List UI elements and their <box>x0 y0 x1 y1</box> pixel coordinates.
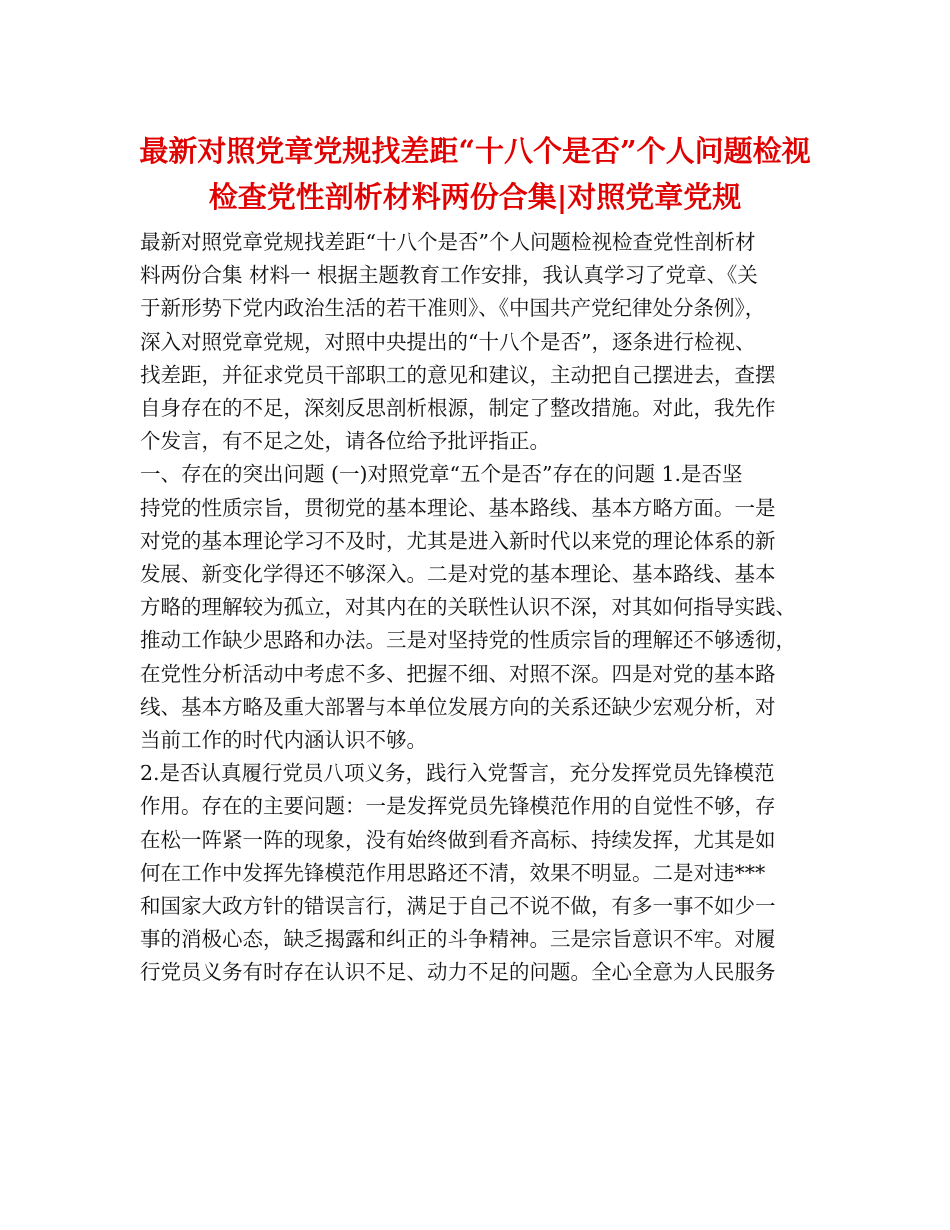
item-2-paragraph <box>140 757 820 989</box>
text-line: 事的消极心态，缺乏揭露和纠正的斗争精神。三是宗旨意识不牢。对履 <box>140 927 776 952</box>
text-line: 自身存在的不足，深刻反思剖析根源，制定了整改措施。对此，我先作 <box>140 396 776 421</box>
title-line: 检查党性剖析材料两份合集|对照党章党规 <box>208 180 742 214</box>
text-line: 行党员义务有时存在认识不足、动力不足的问题。全心全意为人民服务 <box>140 960 776 985</box>
text-line: 在党性分析活动中考虑不多、把握不细、对照不深。四是对党的基本路 <box>140 661 776 686</box>
text-line: 持党的性质宗旨，贯彻党的基本理论、基本路线、基本方略方面。一是 <box>140 495 776 520</box>
text-line: 最新对照党章党规找差距“十八个是否”个人问题检视检查党性剖析材 <box>140 230 756 254</box>
text-line: 料两份合集 材料一 根据主题教育工作安排，我认真学习了党章、《关 <box>140 263 758 288</box>
text-line: 何在工作中发挥先锋模范作用思路还不清，效果不明显。二是对违*** <box>140 860 766 885</box>
text-line: 线、基本方略及重大部署与本单位发展方向的关系还缺少宏观分析，对 <box>140 694 776 719</box>
text-line: 个发言，有不足之处，请各位给予批评指正。 <box>140 429 550 454</box>
title-line: 最新对照党章党规找差距“十八个是否”个人问题检视 <box>139 134 811 168</box>
text-line: 在松一阵紧一阵的现象，没有始终做到看齐高标、持续发挥，尤其是如 <box>140 827 776 852</box>
document-body <box>140 226 820 990</box>
text-line: 作用。存在的主要问题：一是发挥党员先锋模范作用的自觉性不够，存 <box>140 794 776 819</box>
text-line: 当前工作的时代内涵认识不够。 <box>140 728 427 753</box>
text-line: 发展、新变化学得还不够深入。二是对党的基本理论、基本路线、基本 <box>140 562 776 587</box>
problems-paragraph <box>140 458 820 757</box>
text-line: 对党的基本理论学习不及时，尤其是进入新时代以来党的理论体系的新 <box>140 528 776 553</box>
text-line: 方略的理解较为孤立，对其内在的关联性认识不深，对其如何指导实践、 <box>140 595 796 620</box>
text-line: 一、存在的突出问题 (一)对照党章“五个是否”存在的问题 1.是否坚 <box>140 462 743 487</box>
text-line: 深入对照党章党规，对照中央提出的“十八个是否”，逐条进行检视、 <box>140 329 756 354</box>
document-title <box>110 128 840 220</box>
intro-paragraph <box>140 226 820 458</box>
text-line: 找差距，并征求党员干部职工的意见和建议，主动把自己摆进去，查摆 <box>140 362 776 387</box>
text-line: 和国家大政方针的错误言行，满足于自己不说不做，有多一事不如少一 <box>140 894 776 919</box>
text-line: 推动工作缺少思路和办法。三是对坚持党的性质宗旨的理解还不够透彻， <box>140 628 796 653</box>
text-line: 于新形势下党内政治生活的若干准则》、《中国共产党纪律处分条例》， <box>140 296 766 321</box>
text-line: 2.是否认真履行党员八项义务，践行入党誓言，充分发挥党员先锋模范 <box>140 761 775 786</box>
